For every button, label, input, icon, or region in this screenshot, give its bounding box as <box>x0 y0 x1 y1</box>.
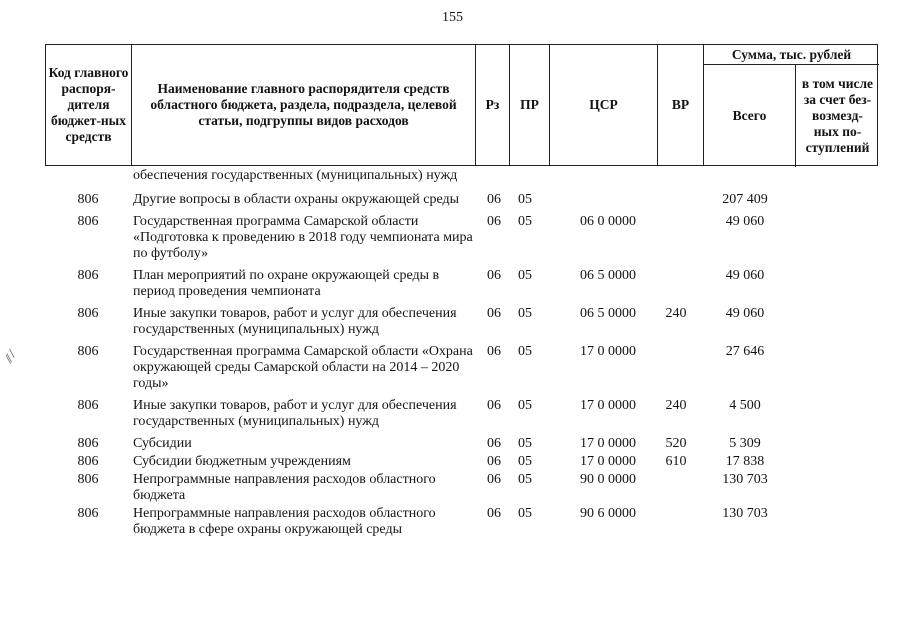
row-rz: 06 <box>487 506 501 521</box>
row-pr: 05 <box>518 472 532 487</box>
row-total: 207 409 <box>722 192 768 207</box>
row-pr: 05 <box>518 214 532 229</box>
table-row <box>45 192 878 208</box>
header-pr: ПР <box>510 45 550 165</box>
row-name: Непрограммные направления расходов областного бюджета в сфере охраны окружающей среды <box>133 506 436 537</box>
table-row <box>45 168 878 184</box>
row-rz: 06 <box>487 436 501 451</box>
table-row <box>45 506 878 538</box>
row-name: Субсидии <box>133 436 192 451</box>
row-rz: 06 <box>487 214 501 229</box>
row-rz: 06 <box>487 398 501 413</box>
row-csr: 17 0 0000 <box>580 344 636 359</box>
row-code: 806 <box>77 268 99 283</box>
row-code: 806 <box>77 398 99 413</box>
row-name: Непрограммные направления расходов областного бюджета <box>133 472 436 503</box>
row-rz: 06 <box>487 268 501 283</box>
header-code: Код главного распоря-дителя бюджет-ных средств <box>46 45 132 165</box>
row-pr: 05 <box>518 398 532 413</box>
row-csr: 17 0 0000 <box>580 436 636 451</box>
row-csr: 06 5 0000 <box>580 268 636 283</box>
header-sum: Сумма, тыс. рублей <box>704 45 879 65</box>
row-pr: 05 <box>518 192 532 207</box>
row-name: Иные закупки товаров, работ и услуг для обеспечения государственных (муниципальных) нужд <box>133 398 457 429</box>
row-csr: 06 0 0000 <box>580 214 636 229</box>
header-csr: ЦСР <box>550 45 658 165</box>
table-row <box>45 214 878 262</box>
table-body <box>45 168 878 544</box>
row-rz: 06 <box>487 306 501 321</box>
row-rz: 06 <box>487 344 501 359</box>
row-total: 4 500 <box>729 398 761 413</box>
row-total: 49 060 <box>725 268 765 283</box>
row-code: 806 <box>77 454 99 469</box>
row-rz: 06 <box>487 454 501 469</box>
table-row <box>45 306 878 338</box>
row-total: 49 060 <box>725 306 765 321</box>
row-pr: 05 <box>518 436 532 451</box>
header-incl: в том числе за счет без-возмезд-ных по-ступлений <box>801 76 874 155</box>
table-row <box>45 436 878 452</box>
row-vr: 240 <box>665 398 687 413</box>
row-pr: 05 <box>518 306 532 321</box>
row-pr: 05 <box>518 344 532 359</box>
margin-scribble: ⁄⁄ ⁄ <box>2 349 19 364</box>
row-csr: 90 0 0000 <box>580 472 636 487</box>
table-row <box>45 268 878 300</box>
table-row <box>45 398 878 430</box>
row-csr: 90 6 0000 <box>580 506 636 521</box>
table-row <box>45 344 878 392</box>
row-code: 806 <box>77 506 99 521</box>
row-code: 806 <box>77 436 99 451</box>
table-row <box>45 472 878 504</box>
row-rz: 06 <box>487 472 501 487</box>
header-total: Всего <box>704 65 796 167</box>
row-csr: 06 5 0000 <box>580 306 636 321</box>
row-code: 806 <box>77 344 99 359</box>
row-csr: 17 0 0000 <box>580 454 636 469</box>
row-vr: 610 <box>665 454 687 469</box>
row-code: 806 <box>77 214 99 229</box>
row-name: Государственная программа Самарской области «Охрана окружающей среды Самарской области на 2014 – 2020 годы» <box>133 344 473 391</box>
row-name: Другие вопросы в области охраны окружающей среды <box>133 192 459 207</box>
row-code: 806 <box>77 192 99 207</box>
row-name: Иные закупки товаров, работ и услуг для обеспечения государственных (муниципальных) нужд <box>133 306 457 337</box>
row-pr: 05 <box>518 506 532 521</box>
row-total: 49 060 <box>725 214 765 229</box>
row-name: обеспечения государственных (муниципальных) нужд <box>133 168 458 183</box>
row-total: 17 838 <box>725 454 765 469</box>
row-code: 806 <box>77 306 99 321</box>
table-row <box>45 454 878 470</box>
header-vr: ВР <box>658 45 704 165</box>
row-total: 130 703 <box>722 472 768 487</box>
header-name: Наименование главного распорядителя средств областного бюджета, раздела, подраздела, целевой статьи, подгруппы видов расходов <box>132 45 476 165</box>
row-vr: 520 <box>665 436 687 451</box>
row-code: 806 <box>77 472 99 487</box>
header-rz: Рз <box>476 45 510 165</box>
row-name: Субсидии бюджетным учреждениям <box>133 454 351 469</box>
row-pr: 05 <box>518 454 532 469</box>
row-name: Государственная программа Самарской области «Подготовка к проведению в 2018 году чемпионата мира по футболу» <box>133 214 473 261</box>
row-total: 130 703 <box>722 506 768 521</box>
row-total: 5 309 <box>729 436 761 451</box>
row-rz: 06 <box>487 192 501 207</box>
page-number: 155 <box>442 10 463 25</box>
row-vr: 240 <box>665 306 687 321</box>
table-header <box>45 44 878 166</box>
row-name: План мероприятий по охране окружающей среды в период проведения чемпионата <box>133 268 440 299</box>
row-pr: 05 <box>518 268 532 283</box>
row-total: 27 646 <box>725 344 765 359</box>
row-csr: 17 0 0000 <box>580 398 636 413</box>
